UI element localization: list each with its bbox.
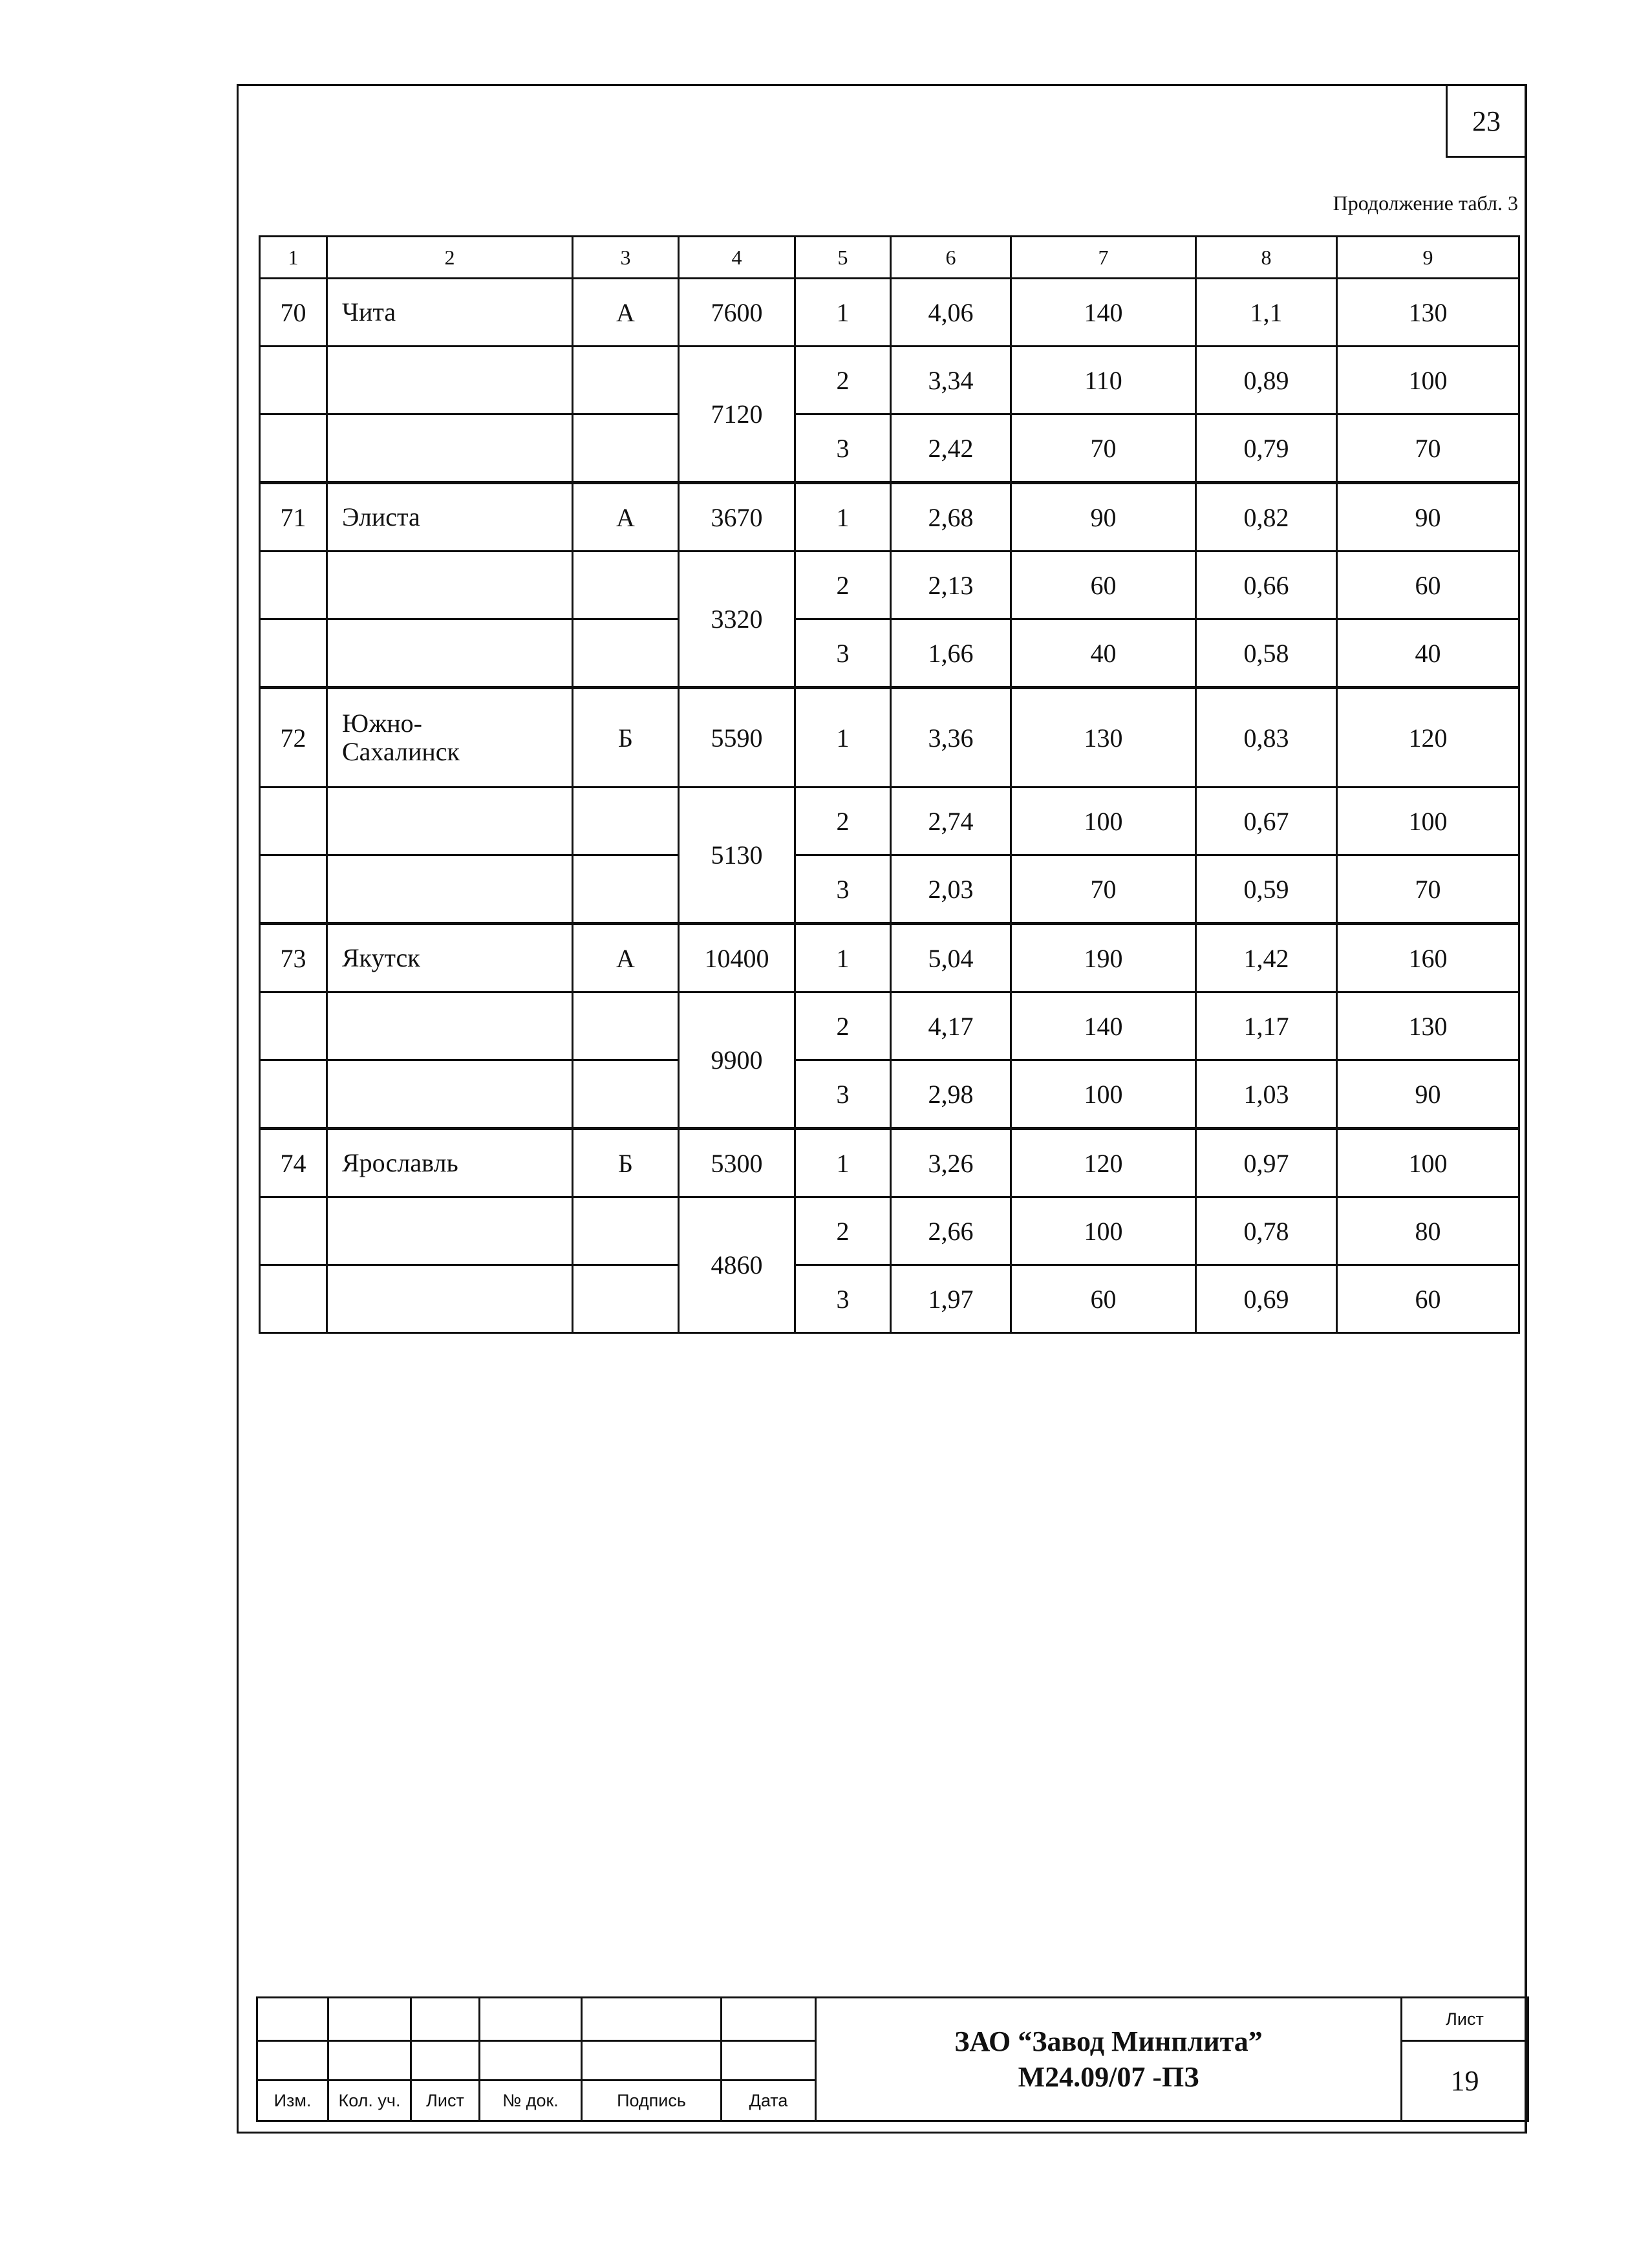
empty-cell xyxy=(327,787,573,855)
value-cell: 2,13 xyxy=(891,551,1011,619)
value-cell: 90 xyxy=(1011,483,1196,551)
value-cell: 0,83 xyxy=(1196,688,1337,787)
value-cell: 60 xyxy=(1337,1265,1519,1333)
stamp-label: № док. xyxy=(480,2081,582,2121)
zone-cell: А xyxy=(573,483,679,551)
empty-cell xyxy=(573,1060,679,1129)
value-cell: 0,79 xyxy=(1196,414,1337,483)
stamp-label: Лист xyxy=(411,2081,480,2121)
empty-cell xyxy=(573,414,679,483)
zone-cell: А xyxy=(573,279,679,347)
city-name xyxy=(327,688,573,787)
value-cell: 1,03 xyxy=(1196,1060,1337,1129)
empty-cell xyxy=(573,1197,679,1265)
empty-cell xyxy=(260,347,327,414)
empty-cell xyxy=(260,1060,327,1129)
empty-cell xyxy=(573,992,679,1060)
value-cell: 90 xyxy=(1337,483,1519,551)
value-cell: 2,98 xyxy=(891,1060,1011,1129)
value-cell: 2 xyxy=(795,1197,891,1265)
empty-cell xyxy=(573,787,679,855)
empty-cell xyxy=(573,855,679,924)
value-cell: 70 xyxy=(1011,414,1196,483)
value-cell: 40 xyxy=(1011,619,1196,688)
stamp-cell xyxy=(722,1998,816,2041)
stamp-label: Подпись xyxy=(582,2081,722,2121)
empty-cell xyxy=(260,1265,327,1333)
column-number: 8 xyxy=(1196,237,1337,279)
stamp-cell xyxy=(582,2041,722,2081)
value-cell: 2 xyxy=(795,992,891,1060)
empty-cell xyxy=(260,855,327,924)
value-cell: 2 xyxy=(795,787,891,855)
value-cell: 5300 xyxy=(679,1129,795,1197)
value-cell: 2 xyxy=(795,551,891,619)
value-cell: 3 xyxy=(795,414,891,483)
value-cell: 40 xyxy=(1337,619,1519,688)
table-row xyxy=(260,855,1519,924)
column-number: 2 xyxy=(327,237,573,279)
value-cell: 1,1 xyxy=(1196,279,1337,347)
value-cell: 190 xyxy=(1011,924,1196,992)
data-table xyxy=(259,235,1520,1334)
stamp-cell xyxy=(257,1998,328,2041)
empty-cell xyxy=(327,619,573,688)
value-cell: 3,36 xyxy=(891,688,1011,787)
value-cell: 100 xyxy=(1337,1129,1519,1197)
table-row xyxy=(260,279,1519,347)
city-name: Чита xyxy=(327,279,573,347)
table-row xyxy=(260,551,1519,619)
column-number: 5 xyxy=(795,237,891,279)
empty-cell xyxy=(327,1265,573,1333)
empty-cell xyxy=(327,855,573,924)
city-name: Ярославль xyxy=(327,1129,573,1197)
stamp-cell xyxy=(328,1998,411,2041)
empty-cell xyxy=(260,414,327,483)
empty-cell xyxy=(327,992,573,1060)
value-cell: 60 xyxy=(1011,1265,1196,1333)
stamp-cell xyxy=(411,2041,480,2081)
stamp-cell xyxy=(722,2041,816,2081)
empty-cell xyxy=(573,347,679,414)
column-number: 6 xyxy=(891,237,1011,279)
empty-cell xyxy=(327,347,573,414)
table-row xyxy=(260,688,1519,787)
value-cell: 3 xyxy=(795,855,891,924)
stamp-label: Изм. xyxy=(257,2081,328,2121)
value-cell: 160 xyxy=(1337,924,1519,992)
city-name: Элиста xyxy=(327,483,573,551)
value-cell: 140 xyxy=(1011,279,1196,347)
value-cell: 2,66 xyxy=(891,1197,1011,1265)
value-cell: 1 xyxy=(795,279,891,347)
value-cell: 2,03 xyxy=(891,855,1011,924)
table-row xyxy=(260,787,1519,855)
value-cell: 70 xyxy=(1011,855,1196,924)
value-cell: 130 xyxy=(1011,688,1196,787)
value-cell: 5,04 xyxy=(891,924,1011,992)
value-cell: 1,66 xyxy=(891,619,1011,688)
value-cell: 100 xyxy=(1011,1060,1196,1129)
table-row xyxy=(260,1060,1519,1129)
table-row xyxy=(260,414,1519,483)
zone-cell: Б xyxy=(573,688,679,787)
table-row xyxy=(260,992,1519,1060)
empty-cell xyxy=(260,619,327,688)
value-cell: 120 xyxy=(1337,688,1519,787)
value-cell: 3 xyxy=(795,1060,891,1129)
table-continuation-caption: Продолжение табл. 3 xyxy=(1333,191,1518,215)
value-cell: 4,06 xyxy=(891,279,1011,347)
city-name-line: Сахалинск xyxy=(342,737,460,766)
value-cell: 3 xyxy=(795,619,891,688)
value-cell: 130 xyxy=(1337,992,1519,1060)
value-cell: 7600 xyxy=(679,279,795,347)
column-number-row xyxy=(260,237,1519,279)
value-cell: 3,26 xyxy=(891,1129,1011,1197)
value-cell: 0,89 xyxy=(1196,347,1337,414)
value-cell: 3670 xyxy=(679,483,795,551)
empty-cell xyxy=(260,992,327,1060)
value-cell: 5130 xyxy=(679,787,795,924)
value-cell: 110 xyxy=(1011,347,1196,414)
value-cell: 0,66 xyxy=(1196,551,1337,619)
value-cell: 0,67 xyxy=(1196,787,1337,855)
value-cell: 100 xyxy=(1337,347,1519,414)
value-cell: 1 xyxy=(795,924,891,992)
value-cell: 10400 xyxy=(679,924,795,992)
value-cell: 1 xyxy=(795,483,891,551)
value-cell: 5590 xyxy=(679,688,795,787)
empty-cell xyxy=(573,619,679,688)
empty-cell xyxy=(260,787,327,855)
table-row xyxy=(260,483,1519,551)
value-cell: 60 xyxy=(1337,551,1519,619)
value-cell: 140 xyxy=(1011,992,1196,1060)
value-cell: 70 xyxy=(1337,414,1519,483)
value-cell: 2 xyxy=(795,347,891,414)
value-cell: 0,82 xyxy=(1196,483,1337,551)
table-row xyxy=(260,1129,1519,1197)
value-cell: 0,69 xyxy=(1196,1265,1337,1333)
value-cell: 3320 xyxy=(679,551,795,688)
value-cell: 1 xyxy=(795,688,891,787)
stamp-cell xyxy=(411,1998,480,2041)
row-number: 70 xyxy=(260,279,327,347)
organization-name: ЗАО “Завод Минплита” xyxy=(954,2026,1263,2057)
row-number: 71 xyxy=(260,483,327,551)
column-number: 4 xyxy=(679,237,795,279)
value-cell: 3,34 xyxy=(891,347,1011,414)
empty-cell xyxy=(327,551,573,619)
sheet-number: 19 xyxy=(1402,2041,1528,2121)
value-cell: 0,97 xyxy=(1196,1129,1337,1197)
value-cell: 120 xyxy=(1011,1129,1196,1197)
value-cell: 2,68 xyxy=(891,483,1011,551)
table-row xyxy=(260,924,1519,992)
title-block xyxy=(256,1996,1529,2122)
row-number: 73 xyxy=(260,924,327,992)
stamp-label: Дата xyxy=(722,2081,816,2121)
stamp-cell xyxy=(480,2041,582,2081)
city-name-line: Южно- xyxy=(342,709,422,738)
column-number: 3 xyxy=(573,237,679,279)
value-cell: 100 xyxy=(1011,1197,1196,1265)
value-cell: 100 xyxy=(1011,787,1196,855)
city-name: Якутск xyxy=(327,924,573,992)
row-number: 74 xyxy=(260,1129,327,1197)
page-number: 23 xyxy=(1446,84,1527,158)
table-row xyxy=(260,1265,1519,1333)
value-cell: 130 xyxy=(1337,279,1519,347)
document-code: М24.09/07 -ПЗ xyxy=(1018,2061,1199,2093)
stamp-cell xyxy=(480,1998,582,2041)
empty-cell xyxy=(327,414,573,483)
table-row xyxy=(260,1197,1519,1265)
empty-cell xyxy=(573,551,679,619)
value-cell: 80 xyxy=(1337,1197,1519,1265)
value-cell: 4860 xyxy=(679,1197,795,1333)
value-cell: 90 xyxy=(1337,1060,1519,1129)
value-cell: 9900 xyxy=(679,992,795,1129)
empty-cell xyxy=(327,1060,573,1129)
empty-cell xyxy=(573,1265,679,1333)
value-cell: 70 xyxy=(1337,855,1519,924)
value-cell: 2,42 xyxy=(891,414,1011,483)
zone-cell: А xyxy=(573,924,679,992)
stamp-cell xyxy=(257,2041,328,2081)
empty-cell xyxy=(327,1197,573,1265)
stamp-label: Кол. уч. xyxy=(328,2081,411,2121)
zone-cell: Б xyxy=(573,1129,679,1197)
table-row xyxy=(260,619,1519,688)
stamp-cell xyxy=(582,1998,722,2041)
empty-cell xyxy=(260,551,327,619)
value-cell: 0,59 xyxy=(1196,855,1337,924)
value-cell: 4,17 xyxy=(891,992,1011,1060)
value-cell: 0,78 xyxy=(1196,1197,1337,1265)
value-cell: 3 xyxy=(795,1265,891,1333)
row-number: 72 xyxy=(260,688,327,787)
value-cell: 0,58 xyxy=(1196,619,1337,688)
organization-title xyxy=(816,1998,1402,2121)
value-cell: 1 xyxy=(795,1129,891,1197)
value-cell: 100 xyxy=(1337,787,1519,855)
column-number: 9 xyxy=(1337,237,1519,279)
table-row xyxy=(260,347,1519,414)
value-cell: 2,74 xyxy=(891,787,1011,855)
stamp-cell xyxy=(328,2041,411,2081)
column-number: 7 xyxy=(1011,237,1196,279)
value-cell: 1,17 xyxy=(1196,992,1337,1060)
value-cell: 1,97 xyxy=(891,1265,1011,1333)
sheet-label: Лист xyxy=(1402,1998,1528,2041)
value-cell: 1,42 xyxy=(1196,924,1337,992)
column-number: 1 xyxy=(260,237,327,279)
empty-cell xyxy=(260,1197,327,1265)
value-cell: 7120 xyxy=(679,347,795,483)
value-cell: 60 xyxy=(1011,551,1196,619)
